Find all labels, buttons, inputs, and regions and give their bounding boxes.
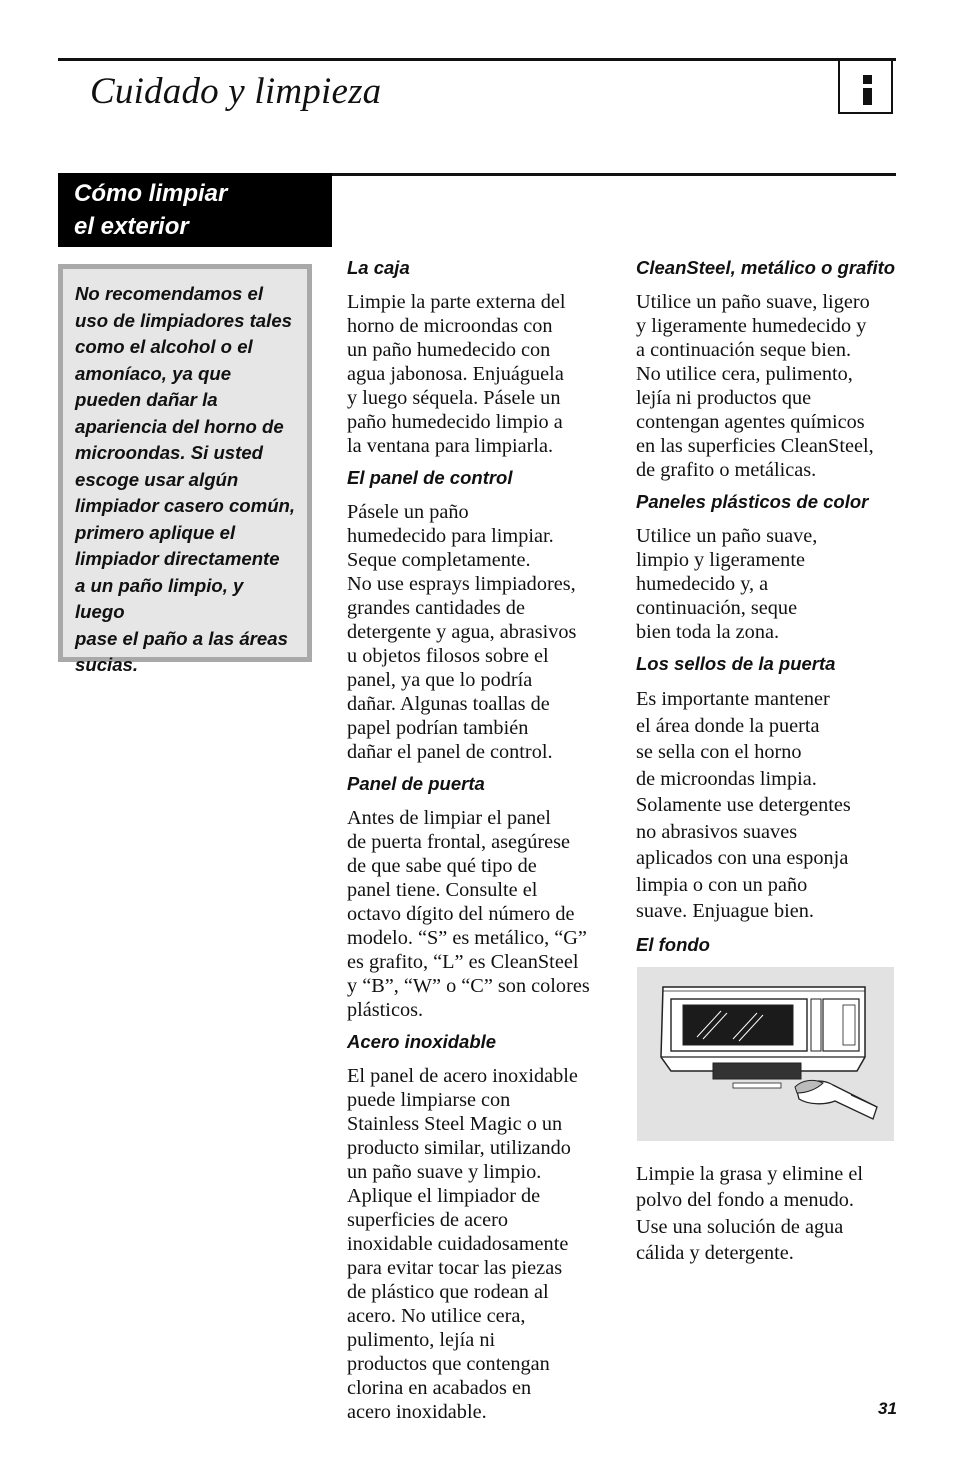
text-line: acero inoxidable. (347, 1401, 487, 1423)
text-line: humedecido para limpiar. (347, 525, 554, 547)
text-line: dañar el panel de control. (347, 741, 553, 763)
subheading-cleansteel: CleanSteel, metálico o grafito (636, 257, 896, 278)
text-line: lejía ni productos que (636, 387, 812, 409)
text-line: Es importante mantener (636, 688, 830, 710)
text-line: modelo. “S” es metálico, “G” (347, 927, 587, 949)
text-line: el área donde la puerta (636, 714, 820, 737)
text-line: suave. Enjuague bien. (636, 900, 814, 922)
text-line: Limpie la grasa y elimine el (636, 1162, 863, 1185)
text-line: la ventana para limpiarla. (347, 435, 554, 457)
section-heading (58, 173, 332, 247)
text-line: Stainless Steel Magic o un (347, 1113, 563, 1135)
warning-line: No recomendamos el (75, 283, 264, 304)
text-line: un paño humedecido con (347, 339, 551, 361)
warning-line: a un paño limpio, y luego (75, 574, 244, 622)
text-line: grandes cantidades de (347, 597, 525, 619)
text-line: Utilice un paño suave, (636, 525, 818, 547)
warning-line: limpiador directamente (75, 548, 280, 569)
subheading-sellos-puerta: Los sellos de la puerta (636, 653, 836, 674)
text-line: superficies de acero (347, 1209, 509, 1231)
text-line: de plástico que rodean al (347, 1281, 549, 1303)
paragraph-panel-control (347, 500, 609, 764)
text-line: clorina en acabados en (347, 1377, 532, 1399)
text-line: productos que contengan (347, 1353, 550, 1375)
warning-line: sucias. (75, 654, 139, 675)
paragraph-panel-puerta (347, 806, 609, 1022)
subheading-panel-puerta: Panel de puerta (347, 773, 485, 794)
warning-line: amoníaco, ya que (75, 362, 232, 384)
subheading-acero-inoxidable: Acero inoxidable (347, 1031, 497, 1052)
text-line: No use esprays limpiadores, (347, 573, 576, 595)
page-number: 31 (878, 1399, 897, 1418)
page-title: Cuidado y limpieza (90, 71, 382, 112)
text-line: Seque completamente. (347, 549, 531, 571)
text-line: Use una solución de agua (636, 1215, 844, 1238)
paragraph-la-caja (347, 290, 609, 458)
text-line: Limpie la parte externa del (347, 291, 566, 313)
text-line: detergente y agua, abrasivos (347, 621, 577, 643)
text-line: acero. No utilice cera, (347, 1305, 526, 1327)
text-line: limpia o con un paño (636, 873, 808, 896)
text-line: se sella con el horno (636, 741, 802, 763)
warning-line: escoge usar algún (75, 468, 239, 490)
text-line: octavo dígito del número de (347, 903, 575, 925)
warning-line: microondas. Si usted (75, 442, 264, 463)
text-line: Pásele un paño (347, 501, 469, 523)
text-line: a continuación seque bien. (636, 339, 852, 361)
text-line: de que sabe qué tipo de (347, 855, 537, 877)
subheading-paneles-plasticos: Paneles plásticos de color (636, 491, 869, 512)
text-line: plásticos. (347, 999, 424, 1021)
section-heading-line: Cómo limpiar (74, 180, 228, 207)
text-line: y ligeramente humedecido y (636, 315, 867, 337)
text-line: en las superficies CleanSteel, (636, 435, 874, 457)
subheading-el-fondo: El fondo (636, 933, 710, 955)
text-line: de microondas limpia. (636, 767, 817, 790)
text-line: papel podrían también (347, 717, 529, 739)
paragraph-acero-inoxidable (347, 1064, 609, 1424)
text-line: No utilice cera, pulimento, (636, 363, 853, 385)
section-rule (330, 173, 896, 176)
text-line: dañar. Algunas toallas de (347, 693, 550, 715)
warning-line: primero aplique el (75, 521, 236, 543)
warning-line: limpiador casero común, (75, 495, 296, 516)
paragraph-el-fondo (636, 1161, 898, 1267)
text-line: horno de microondas con (347, 315, 553, 337)
text-line: El panel de acero inoxidable (347, 1065, 578, 1087)
paragraph-sellos-puerta (636, 686, 898, 925)
info-icon (838, 58, 893, 114)
text-line: es grafito, “L” es CleanSteel (347, 951, 579, 973)
warning-box (58, 264, 312, 675)
text-line: no abrasivos suaves (636, 820, 798, 843)
paragraph-paneles-plasticos (636, 524, 898, 644)
text-line: bien toda la zona. (636, 621, 780, 643)
text-line: paño humedecido limpio a (347, 411, 563, 433)
text-line: y luego séquela. Pásele un (347, 387, 561, 409)
text-line: humedecido y, a (636, 573, 769, 595)
text-line: de puerta frontal, asegúrese (347, 831, 570, 853)
text-line: puede limpiarse con (347, 1089, 511, 1111)
text-line: producto similar, utilizando (347, 1137, 571, 1159)
text-line: u objetos filosos sobre el (347, 645, 549, 667)
text-line: aplicados con una esponja (636, 847, 849, 869)
text-line: continuación, seque (636, 597, 798, 619)
column-b (636, 256, 898, 1275)
text-line: contengan agentes químicos (636, 411, 865, 433)
text-line: panel, ya que lo podría (347, 669, 533, 691)
warning-line: uso de limpiadores tales (75, 309, 292, 331)
text-line: Aplique el limpiador de (347, 1185, 541, 1207)
text-line: polvo del fondo a menudo. (636, 1189, 854, 1211)
text-line: Solamente use detergentes (636, 794, 851, 816)
warning-line: pase el paño a las áreas (75, 627, 288, 649)
paragraph-cleansteel (636, 290, 898, 482)
text-line: cálida y detergente. (636, 1242, 794, 1264)
text-line: Antes de limpiar el panel (347, 807, 551, 829)
text-line: de grafito o metálicas. (636, 459, 817, 481)
text-line: Utilice un paño suave, ligero (636, 291, 870, 313)
warning-line: apariencia del horno de (75, 415, 284, 437)
subheading-la-caja: La caja (347, 257, 410, 278)
warning-line: pueden dañar la (75, 389, 218, 410)
column-a (347, 256, 609, 1432)
text-line: inoxidable cuidadosamente (347, 1233, 569, 1255)
microwave-cleaning-illustration (637, 967, 894, 1141)
header-rule (58, 58, 896, 61)
section-heading-line: el exterior (74, 213, 189, 240)
text-line: limpio y ligeramente (636, 549, 805, 571)
subheading-panel-control: El panel de control (347, 467, 513, 488)
text-line: para evitar tocar las piezas (347, 1257, 563, 1279)
text-line: panel tiene. Consulte el (347, 879, 538, 901)
text-line: agua jabonosa. Enjuáguela (347, 363, 564, 385)
text-line: un paño suave y limpio. (347, 1161, 542, 1183)
text-line: y “B”, “W” o “C” son colores (347, 975, 590, 997)
text-line: pulimento, lejía ni (347, 1329, 496, 1351)
warning-line: como el alcohol o el (75, 336, 253, 357)
